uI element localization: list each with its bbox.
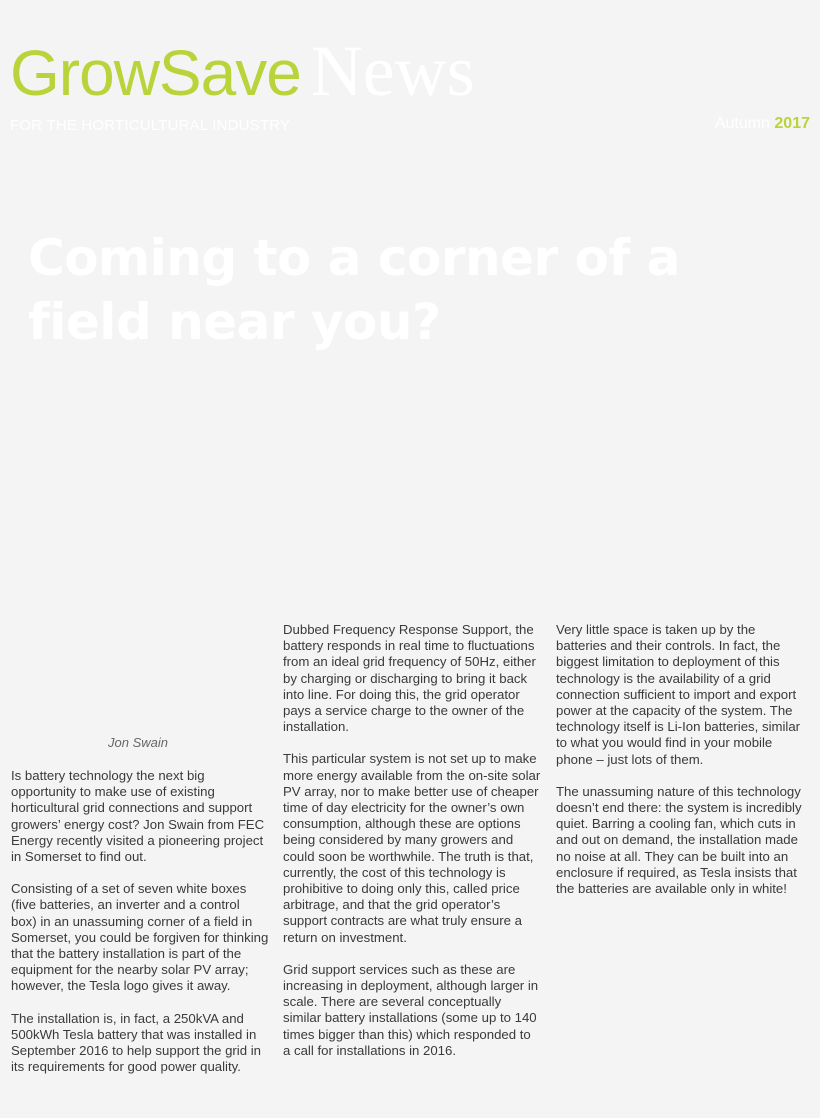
edition-season: Autumn [714, 115, 770, 132]
paragraph: Consisting of a set of seven white boxes (five batteries, an inverter and a control box) in an unassuming corner of a field in Somerset, you could be forgiven for thinking that the battery installation is part of the equipment for the nearby solar PV array; however, the Tesla logo gives it away. [11, 881, 269, 994]
headline-line-1: Coming to a corner of a [28, 229, 680, 287]
headline-line-2: field near you? [28, 293, 441, 351]
edition-year: 2017 [774, 115, 810, 132]
article-column-3 [556, 622, 808, 913]
edition [715, 115, 810, 133]
paragraph: Dubbed Frequency Response Support, the battery responds in real time to fluctuations from an ideal grid frequency of 50Hz, either by charging or discharging to bring it back into line. For doing this, the grid operator pays a service charge to the owner of the installation. [283, 622, 536, 735]
masthead-news: News [310, 31, 475, 111]
paragraph: Is battery technology the next big opportunity to make use of existing horticultural grid connections and support growers’ energy cost? Jon Swain from FEC Energy recently visited a pioneering project in Somerset to find out. [11, 768, 265, 865]
article-column-1 [11, 768, 269, 1091]
article-headline [28, 226, 728, 354]
brand-name: GrowSave [10, 37, 301, 109]
paragraph: The unassuming nature of this technology doesn’t end there: the system is incredibly quiet. Barring a cooling fan, which cuts in and out on demand, the installation made no noise at all. They can be built into an enclosure if required, as Tesla insists that the batteries are available only in white! [556, 783, 802, 897]
paragraph: Grid support services such as these are increasing in deployment, although larger in scale. There are several conceptually similar battery installations (some up to 140 times bigger than this) which responded to a call for installations in 2016. [283, 961, 539, 1058]
masthead [10, 30, 475, 113]
article-author: Jon Swain [108, 735, 168, 750]
paragraph: This particular system is not set up to make more energy available from the on-site solar PV array, nor to make better use of cheaper time of day electricity for the owner’s own consumption, although these are options being considered by many growers and could soon be worthwhile. The truth is that, currently, the cost of this technology is prohibitive to doing only this, called price arbitrage, and that the grid operator’s support contracts are what truly ensure a return on investment. [283, 751, 541, 945]
article-column-2 [283, 622, 541, 1075]
tagline: FOR THE HORTICULTURAL INDUSTRY [10, 117, 291, 134]
paragraph: Very little space is taken up by the batteries and their controls. In fact, the biggest limitation to deployment of this technology is the availability of a grid connection sufficient to import and export power at the capacity of the system. The technology itself is Li-Ion batteries, similar to what you would find in your mobile phone – just lots of them. [556, 622, 801, 767]
paragraph: The installation is, in fact, a 250kVA and 500kWh Tesla battery that was installed in September 2016 to help support the grid in its requirements for good power quality. [11, 1010, 261, 1075]
